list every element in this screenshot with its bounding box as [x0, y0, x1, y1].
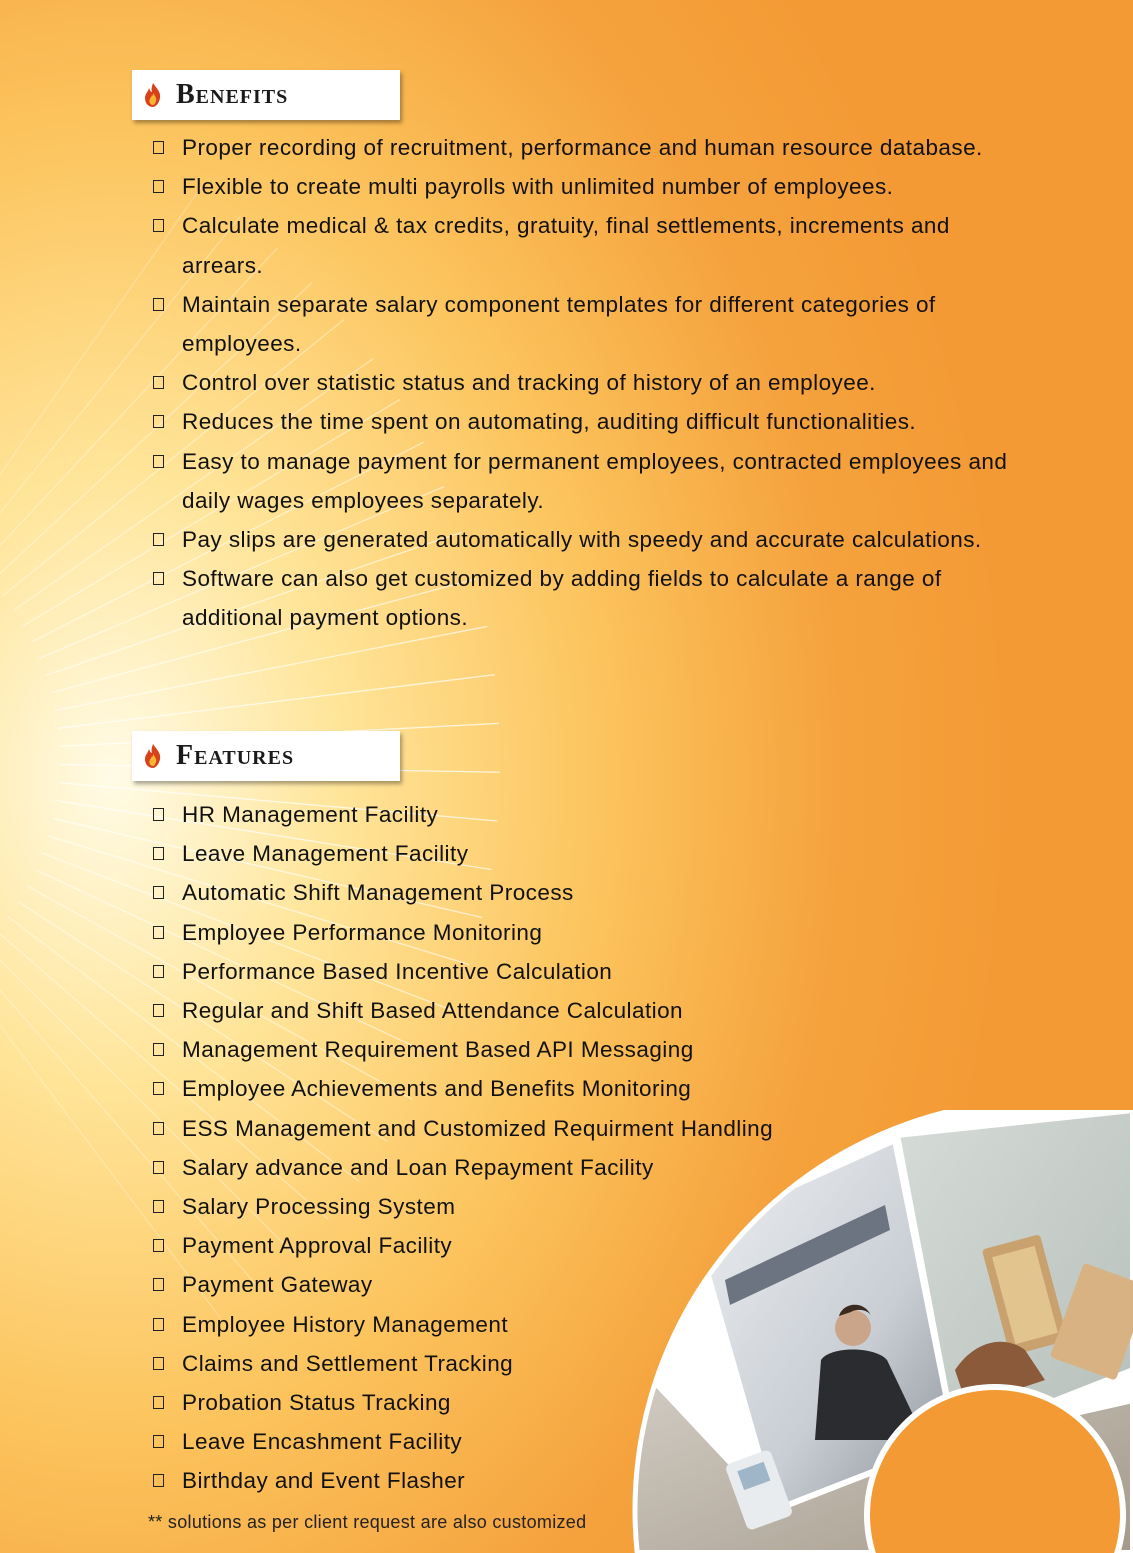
checkbox-outline-icon	[153, 572, 164, 585]
features-item-text: HR Management Facility	[182, 802, 439, 827]
benefits-item	[150, 402, 1030, 441]
checkbox-outline-icon	[153, 1004, 164, 1017]
checkbox-outline-icon	[153, 1161, 164, 1174]
benefits-item	[150, 285, 1030, 363]
checkbox-outline-icon	[153, 1396, 164, 1409]
features-item-text: Salary Processing System	[182, 1194, 456, 1220]
benefits-item-text: Reduces the time spent on automating, auditing difficult functionalities.	[182, 409, 917, 435]
features-item	[150, 913, 870, 952]
checkbox-outline-icon	[153, 219, 164, 232]
checkbox-outline-icon	[153, 1474, 164, 1487]
checkbox-outline-icon	[153, 1200, 164, 1213]
checkbox-outline-icon	[153, 376, 164, 389]
features-heading	[132, 731, 400, 781]
checkbox-outline-icon	[153, 1318, 164, 1331]
features-item-text: Probation Status Tracking	[182, 1390, 451, 1416]
checkbox-outline-icon	[153, 1278, 164, 1291]
checkbox-outline-icon	[153, 808, 164, 821]
benefits-item	[150, 520, 1030, 559]
features-item-text: Employee Achievements and Benefits Monitoring	[182, 1076, 692, 1102]
features-item-text: Leave Management Facility	[182, 841, 469, 867]
checkbox-outline-icon	[153, 1435, 164, 1448]
benefits-item	[150, 363, 1030, 402]
checkbox-outline-icon	[153, 298, 164, 311]
features-item-text: Employee History Management	[182, 1311, 509, 1337]
flame-icon	[142, 743, 164, 769]
checkbox-outline-icon	[153, 926, 164, 939]
benefits-item	[150, 559, 1030, 637]
footnote-text: ** solutions as per client request are also customized	[148, 1512, 587, 1532]
checkbox-outline-icon	[153, 141, 164, 154]
features-item-text: Payment Gateway	[182, 1272, 373, 1298]
benefits-item-text: Pay slips are generated automatically with speedy and accurate calculations.	[182, 527, 982, 553]
benefits-item	[150, 167, 1030, 206]
checkbox-outline-icon	[153, 415, 164, 428]
features-item	[150, 795, 870, 834]
features-title: Features	[176, 740, 295, 771]
flame-icon	[142, 82, 164, 108]
features-item	[150, 952, 870, 991]
photo-collage-image	[625, 1110, 1133, 1553]
benefits-item	[150, 442, 1030, 520]
benefits-heading	[132, 70, 400, 120]
checkbox-outline-icon	[153, 533, 164, 546]
features-item	[150, 873, 870, 912]
checkbox-outline-icon	[153, 965, 164, 978]
benefits-item	[150, 128, 1030, 167]
features-item-text: Regular and Shift Based Attendance Calculation	[182, 998, 684, 1024]
benefits-title: Benefits	[176, 79, 289, 110]
features-item-text: Performance Based Incentive Calculation	[182, 958, 613, 984]
benefits-item-text: Calculate medical & tax credits, gratuity, final settlements, increments and arrears.	[182, 213, 950, 278]
checkbox-outline-icon	[153, 886, 164, 899]
benefits-item-text: Maintain separate salary component templates for different categories of employees.	[182, 291, 936, 357]
features-item-text: Payment Approval Facility	[182, 1233, 453, 1259]
benefits-item-text: Flexible to create multi payrolls with unlimited number of employees.	[182, 174, 894, 200]
checkbox-outline-icon	[153, 847, 164, 860]
features-item-text: Management Requirement Based API Messaging	[182, 1037, 694, 1063]
features-item-text: Leave Encashment Facility	[182, 1429, 463, 1455]
features-item-text: Employee Performance Monitoring	[182, 919, 543, 945]
benefits-item-text: Software can also get customized by adding fields to calculate a range of additional payment options.	[182, 566, 942, 631]
features-item-text: Claims and Settlement Tracking	[182, 1350, 514, 1376]
features-item-text: Birthday and Event Flasher	[182, 1468, 466, 1494]
benefits-item-text: Control over statistic status and tracking of history of an employee.	[182, 370, 876, 396]
features-item-text: ESS Management and Customized Requirment Handling	[182, 1115, 774, 1141]
checkbox-outline-icon	[153, 455, 164, 468]
checkbox-outline-icon	[153, 180, 164, 193]
benefits-item	[150, 206, 1030, 284]
features-item	[150, 834, 870, 873]
checkbox-outline-icon	[153, 1082, 164, 1095]
features-item	[150, 991, 870, 1030]
benefits-item-text: Proper recording of recruitment, performance and human resource database.	[182, 135, 983, 160]
features-item	[150, 1030, 870, 1069]
features-item-text: Automatic Shift Management Process	[182, 880, 574, 906]
checkbox-outline-icon	[153, 1239, 164, 1252]
checkbox-outline-icon	[153, 1122, 164, 1135]
benefits-list	[150, 128, 1030, 638]
features-item	[150, 1069, 870, 1108]
checkbox-outline-icon	[153, 1357, 164, 1370]
features-item-text: Salary advance and Loan Repayment Facility	[182, 1154, 654, 1180]
checkbox-outline-icon	[153, 1043, 164, 1056]
benefits-item-text: Easy to manage payment for permanent employees, contracted employees and daily wages employees separately.	[182, 448, 1008, 513]
